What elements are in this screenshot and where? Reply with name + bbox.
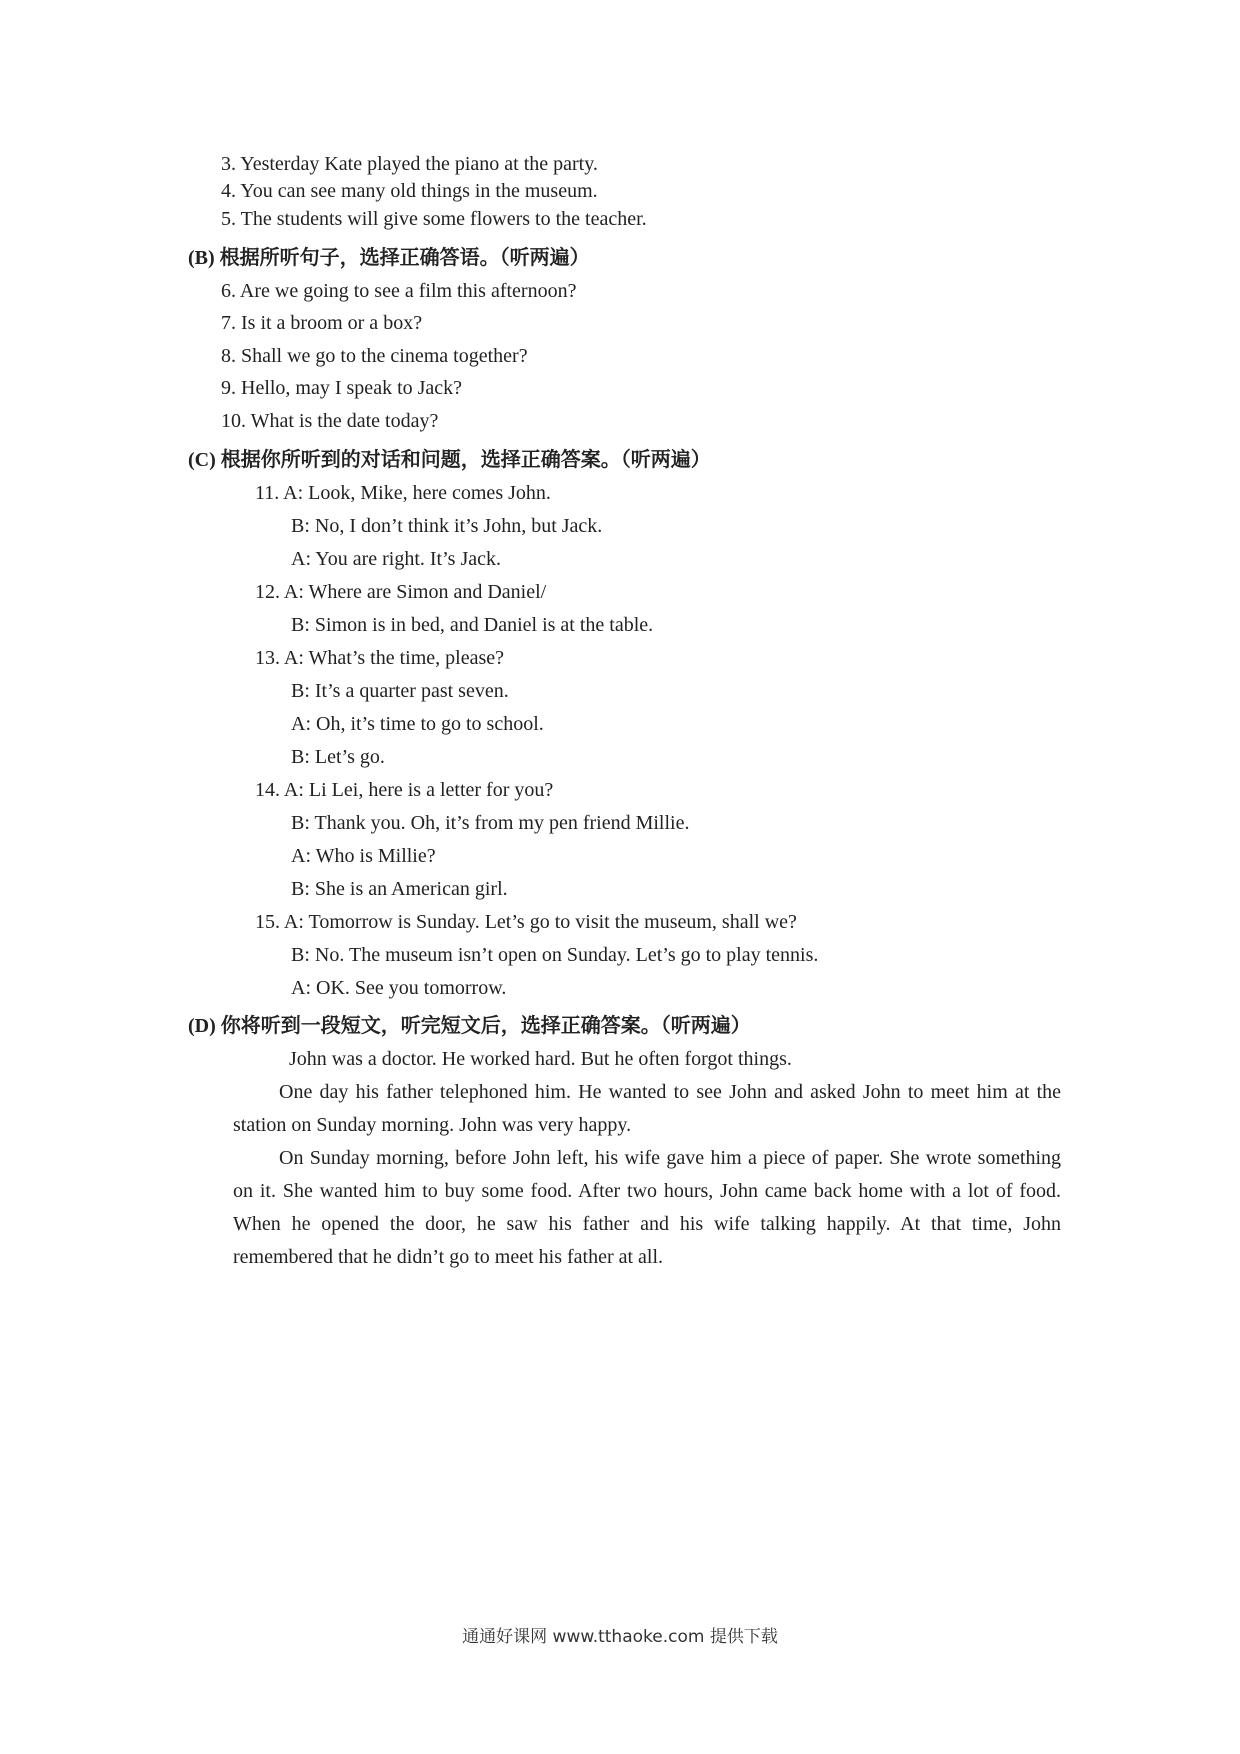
section-b-heading: (B) 根据所听句子，选择正确答语。（听两遍） xyxy=(188,247,590,269)
dialogue-15-b1: B: No. The museum isn’t open on Sunday. Let’s go to play tennis. xyxy=(291,944,819,966)
question-6: 6. Are we going to see a film this afternoon? xyxy=(221,280,577,302)
dialogue-15-a2: A: OK. See you tomorrow. xyxy=(291,977,507,999)
question-10: 10. What is the date today? xyxy=(221,410,439,432)
dialogue-13-a2: A: Oh, it’s time to go to school. xyxy=(291,713,544,735)
dialogue-11-b1: B: No, I don’t think it’s John, but Jack. xyxy=(291,515,603,537)
dialogue-11-a1: 11. A: Look, Mike, here comes John. xyxy=(255,482,551,504)
dialogue-14-a1: 14. A: Li Lei, here is a letter for you? xyxy=(255,779,554,801)
dialogue-14-b2: B: She is an American girl. xyxy=(291,878,508,900)
question-9: 9. Hello, may I speak to Jack? xyxy=(221,377,463,399)
question-4: 4. You can see many old things in the museum. xyxy=(221,180,598,202)
dialogue-15-a1: 15. A: Tomorrow is Sunday. Let’s go to visit the museum, shall we? xyxy=(255,911,797,933)
dialogue-13-a1: 13. A: What’s the time, please? xyxy=(255,647,505,669)
passage-paragraph-1: John was a doctor. He worked hard. But he often forgot things. xyxy=(289,1048,792,1070)
dialogue-12-a1: 12. A: Where are Simon and Daniel/ xyxy=(255,581,547,603)
dialogue-14-a2: A: Who is Millie? xyxy=(291,845,436,867)
section-c-heading: (C) 根据你所听到的对话和问题，选择正确答案。（听两遍） xyxy=(188,449,711,471)
dialogue-13-b1: B: It’s a quarter past seven. xyxy=(291,680,509,702)
passage-paragraph-2: One day his father telephoned him. He wanted to see John and asked John to meet him at the station on Sunday morning. John was very happy. xyxy=(233,1081,1061,1136)
section-d-heading: (D) 你将听到一段短文，听完短文后，选择正确答案。（听两遍） xyxy=(188,1015,751,1037)
question-5: 5. The students will give some flowers to the teacher. xyxy=(221,208,647,230)
dialogue-12-b1: B: Simon is in bed, and Daniel is at the table. xyxy=(291,614,654,636)
dialogue-14-b1: B: Thank you. Oh, it’s from my pen friend Millie. xyxy=(291,812,690,834)
dialogue-13-b2: B: Let’s go. xyxy=(291,746,385,768)
dialogue-11-a2: A: You are right. It’s Jack. xyxy=(291,548,501,570)
page-footer: 通通好课网 www.tthaoke.com 提供下载 xyxy=(462,1627,778,1647)
passage-paragraph-3: On Sunday morning, before John left, his wife gave him a piece of paper. She wrote something on it. She wanted him to buy some food. After two hours, John came back home with a lot of food. When he opened the door, he saw his father and his wife talking happily. At that time, John remembered that he didn’t go to meet his father at all. xyxy=(233,1147,1061,1268)
question-8: 8. Shall we go to the cinema together? xyxy=(221,345,528,367)
question-7: 7. Is it a broom or a box? xyxy=(221,312,423,334)
question-3: 3. Yesterday Kate played the piano at the party. xyxy=(221,153,598,175)
